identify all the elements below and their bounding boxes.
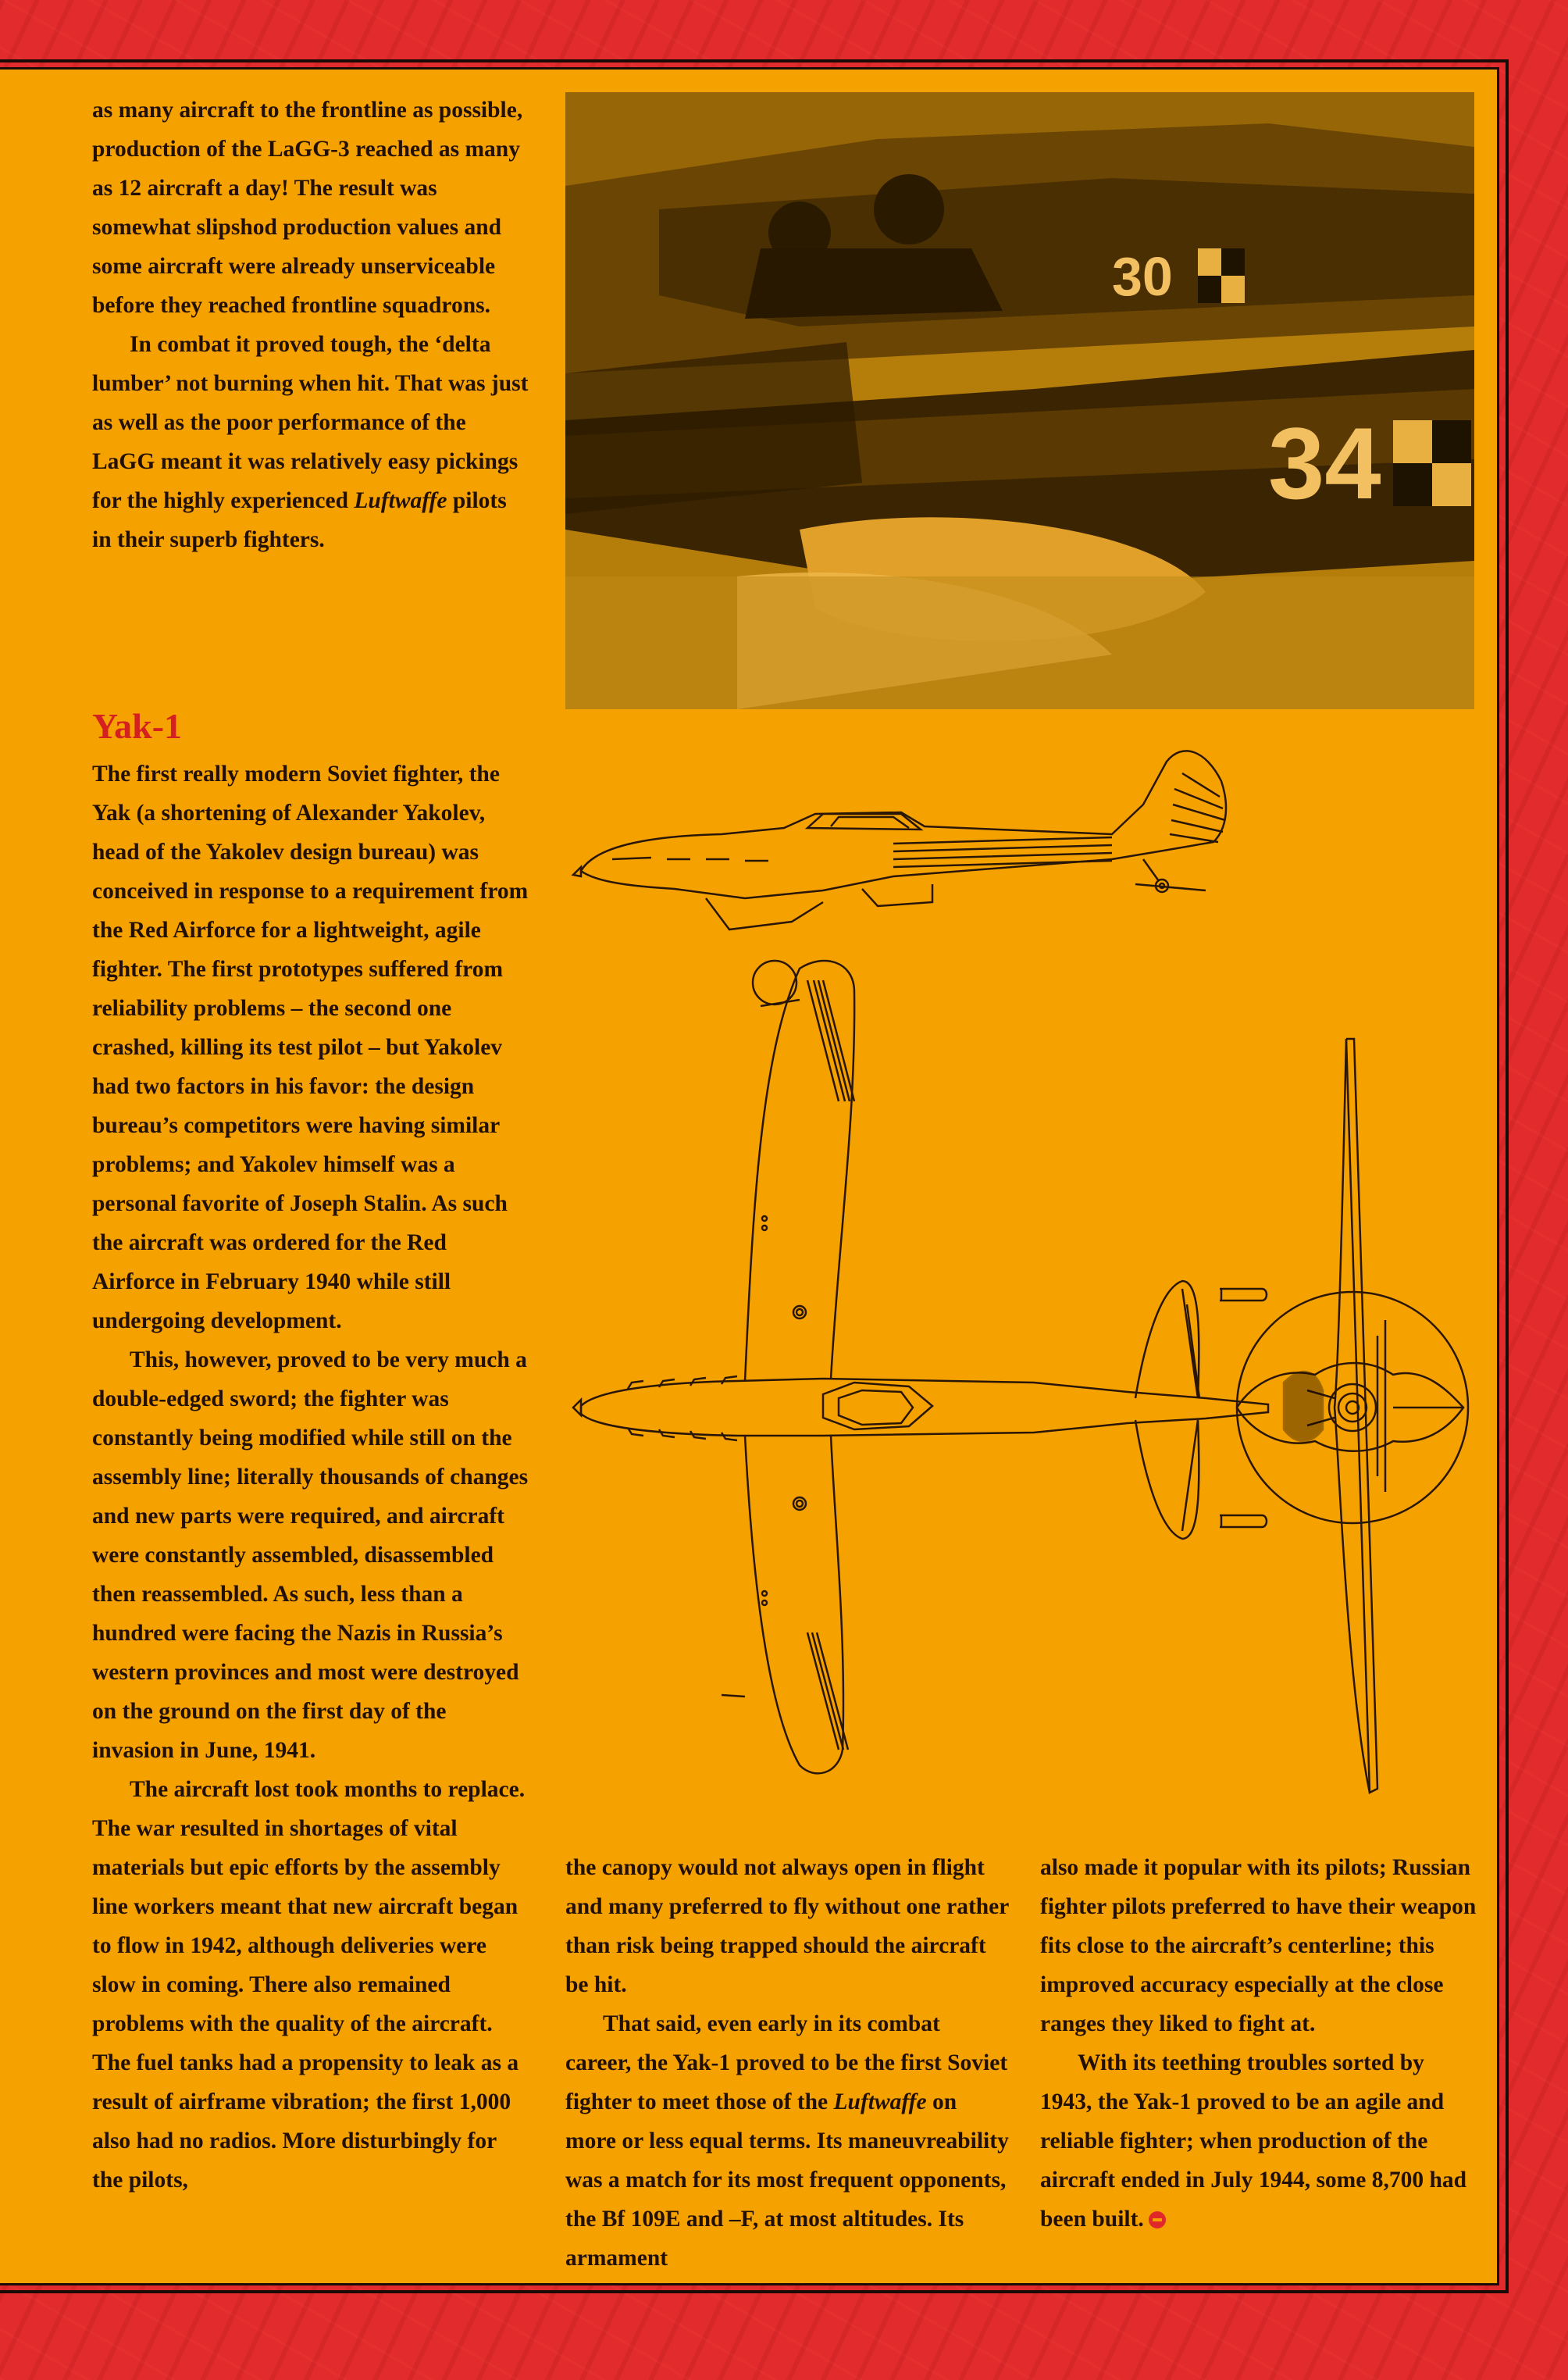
paragraph: The first really modern Soviet fighter, the Yak (a shortening of Alexander Yakolev, head of the Yakolev design bureau) was conceived in response to a requirement from the Red Airforce for a lightweight, agile fighter. The first prototypes suffered from reliability problems – the second one crashed, killing its test pilot – but Yakolev had two factors in his favor: the design bureau’s competitors were having similar problems; and Yakolev himself was a personal favorite of Joseph Stalin. As such the aircraft was ordered for the Red Airforce in February 1940 while still undergoing development. bbox=[92, 762, 529, 1333]
paragraph: That said, even early in its combat career, the Yak-1 proved to be the first Soviet fighter to meet those of the Luftwaffe on more or less equal terms. Its maneuvreability was a match for its most frequent opponents, the Bf 109E and –F, at most altitudes. Its armament bbox=[565, 2011, 1009, 2271]
paragraph: as many aircraft to the frontline as possible, production of the LaGG-3 reached as many as 12 aircraft a day! The result was somewhat slipshod production values and some aircraft were already unserviceable before they reached frontline squadrons. bbox=[92, 98, 523, 318]
paragraph: also made it popular with its pilots; Russian fighter pilots preferred to have their weapon fits close to the aircraft’s centerline; this improved accuracy especially at the close ranges they liked to fight at. bbox=[1040, 1855, 1477, 2036]
top-view-plan bbox=[573, 961, 1268, 1773]
paragraph: This, however, proved to be very much a double-edged sword; the fighter was constantly being modified while still on the assembly line; literally thousands of changes and new parts were required, and aircraft were constantly assembled, disassembled then reassembled. As such, less than a hundred were facing the Nazis in Russia’s western provinces and most were destroyed on the ground on the first day of the invasion in June, 1941. bbox=[92, 1347, 529, 1763]
aircraft-number-30: 30 bbox=[1112, 246, 1173, 307]
front-view bbox=[1220, 1039, 1468, 1793]
paragraph: The aircraft lost took months to replace. The war resulted in shortages of vital materials but epic efforts by the assembly line workers meant that new aircraft began to flow in 1942, although deliveries were slow in coming. There also remained problems with the quality of the aircraft. The fuel tanks had a propensity to leak as a result of airframe vibration; the first 1,000 also had no radios. More disturbingly for the pilots, bbox=[92, 1777, 526, 2193]
aircraft-photo bbox=[565, 92, 1474, 709]
paragraph: With its teething troubles sorted by 1943, the Yak-1 proved to be an agile and reliable fighter; when production of the aircraft ended in July 1944, some 8,700 had been built. bbox=[1040, 2050, 1467, 2232]
side-view-profile bbox=[573, 751, 1226, 1006]
column-1-body-text bbox=[92, 755, 529, 2200]
column-1-top-text bbox=[92, 91, 529, 559]
end-of-article-icon bbox=[1149, 2211, 1166, 2228]
column-3-text bbox=[1040, 1848, 1477, 2239]
column-2-text bbox=[565, 1848, 1010, 2278]
paragraph: the canopy would not always open in flight and many preferred to fly without one rather than risk being trapped should the aircraft be hit. bbox=[565, 1855, 1009, 1997]
aircraft-number-34: 34 bbox=[1268, 406, 1381, 520]
section-heading-yak-1: Yak-1 bbox=[92, 706, 183, 746]
yak-1-blueprint-drawings bbox=[565, 742, 1474, 1804]
paragraph: In combat it proved tough, the ‘delta lumber’ not burning when hit. That was just as well as the poor performance of the LaGG meant it was relatively easy pickings for the highly experienced Luftwaffe pilots in their superb fighters. bbox=[92, 332, 529, 552]
